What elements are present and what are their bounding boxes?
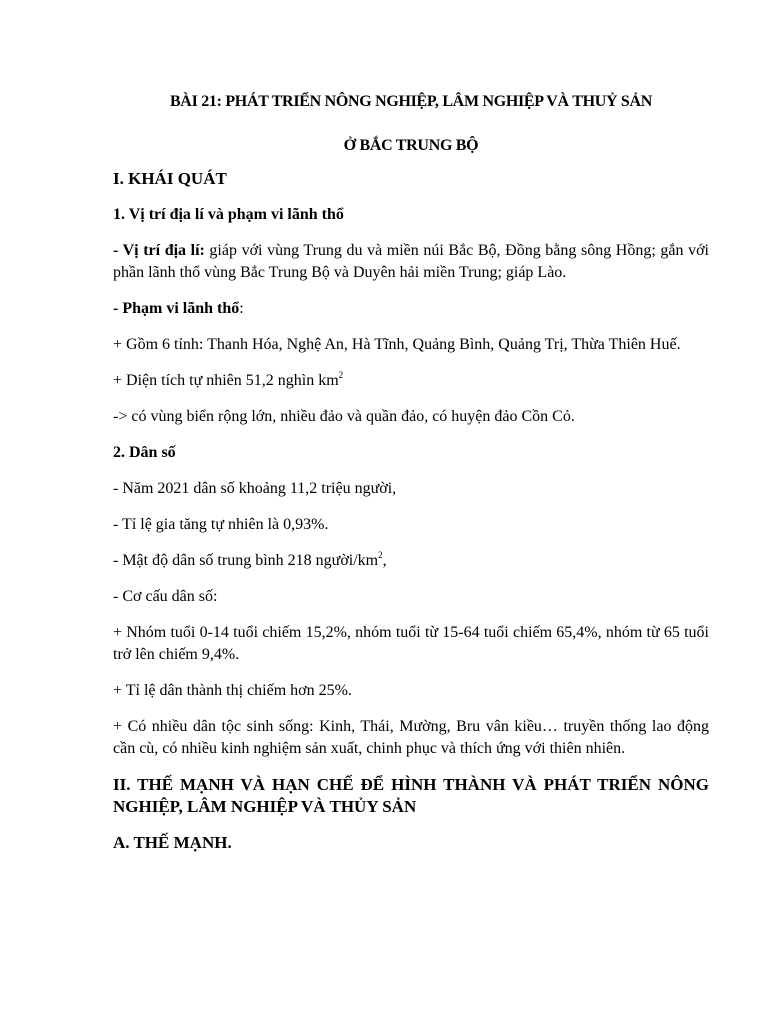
- section-heading-strengths-limits: II. THẾ MẠNH VÀ HẠN CHẾ ĐỂ HÌNH THÀNH VÀ PHÁT TRIỂN NÔNG NGHIỆP, LÂM NGHIỆP VÀ THỦY SẢN: [113, 775, 709, 816]
- location-label: - Vị trí địa lí:: [113, 242, 205, 259]
- paragraph-population-2021: - Năm 2021 dân số khoảng 11,2 triệu người,: [113, 480, 397, 497]
- paragraph-sea: -> có vùng biển rộng lớn, nhiều đảo và quần đảo, có huyện đảo Cồn Cỏ.: [113, 408, 575, 425]
- paragraph-structure: - Cơ cấu dân số:: [113, 588, 218, 605]
- paragraph-density: [113, 550, 709, 572]
- area-text: + Diện tích tự nhiên 51,2 nghìn km: [113, 372, 339, 389]
- paragraph-age-groups: + Nhóm tuổi 0-14 tuổi chiếm 15,2%, nhóm tuổi từ 15-64 tuổi chiếm 65,4%, nhóm từ 65 tuổi trở lên chiếm 9,4%.: [113, 624, 709, 663]
- location-text: giáp với vùng Trung du và miền núi Bắc Bộ, Đồng bằng sông Hồng; gắn với phần lãnh thổ vùng Bắc Trung Bộ và Duyên hải miền Trung; giáp Lào.: [113, 242, 709, 281]
- lesson-title-line-2: Ở BẮC TRUNG BỘ: [343, 137, 479, 154]
- subheading-population: 2. Dân số: [113, 444, 176, 461]
- subheading-location-scope: 1. Vị trí địa lí và phạm vi lãnh thổ: [113, 206, 344, 223]
- section-heading-strengths: A. THẾ MẠNH.: [113, 833, 232, 852]
- density-end: ,: [382, 552, 387, 569]
- scope-colon: :: [239, 300, 244, 317]
- paragraph-location: [113, 240, 709, 284]
- paragraph-scope-label: [113, 298, 709, 320]
- paragraph-growth-rate: - Tỉ lệ gia tăng tự nhiên là 0,93%.: [113, 516, 329, 533]
- document-body: [113, 168, 709, 868]
- density-text: - Mật độ dân số trung bình 218 người/km: [113, 552, 379, 569]
- scope-label: - Phạm vi lãnh thổ: [113, 300, 240, 317]
- paragraph-provinces: + Gồm 6 tỉnh: Thanh Hóa, Nghệ An, Hà Tĩnh, Quảng Bình, Quảng Trị, Thừa Thiên Huế.: [113, 336, 681, 353]
- section-heading-overview: I. KHÁI QUÁT: [113, 169, 227, 188]
- density-superscript: 2: [378, 550, 383, 560]
- lesson-title-line-1: BÀI 21: PHÁT TRIỂN NÔNG NGHIỆP, LÂM NGHIỆP VÀ THUỶ SẢN: [169, 93, 653, 110]
- paragraph-ethnic-groups: + Có nhiều dân tộc sinh sống: Kinh, Thái, Mường, Bru vân kiều… truyền thống lao động cần cù, có nhiều kinh nghiệm sản xuất, chinh phục và thích ứng với thiên nhiên.: [113, 718, 709, 757]
- paragraph-urban-rate: + Tỉ lệ dân thành thị chiếm hơn 25%.: [113, 682, 352, 699]
- area-superscript: 2: [338, 370, 344, 380]
- paragraph-area: [113, 370, 709, 392]
